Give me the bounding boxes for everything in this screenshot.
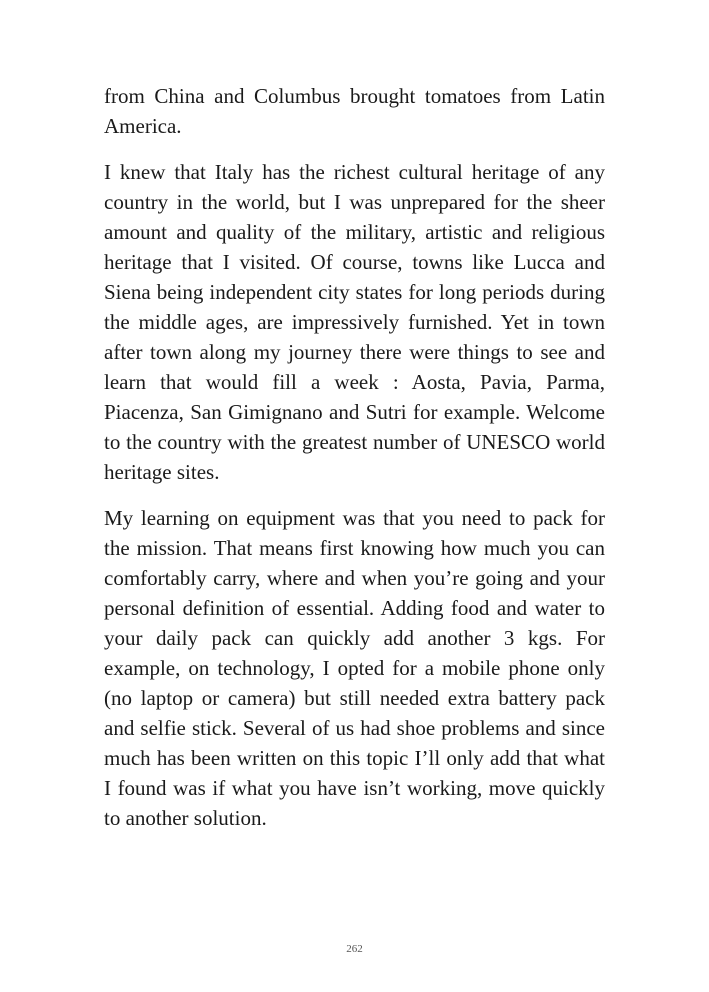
paragraph-cultural-heritage: I knew that Italy has the richest cultural heritage of any country in the world, but I was unprepared for the sheer amount and quality of the military, artistic and religious heritage that I visited. Of course, towns like Lucca and Siena being independent city states for long periods during the middle ages, are impressively furnished. Yet in town after town along my journey there were things to see and learn that would fill a week : Aosta, Pavia, Parma, Piacenza, San Gimignano and Sutri for example. Welcome to the country with the greatest number of UNESCO world heritage sites.: [104, 160, 605, 484]
paragraph-continuation: from China and Columbus brought tomatoes from Latin America.: [104, 84, 605, 138]
body-text: [104, 81, 605, 849]
paragraph-equipment: My learning on equipment was that you need to pack for the mission. That means first knowing how much you can comfortably carry, where and when you’re going and your personal definition of essential. Adding food and water to your daily pack can quickly add another 3 kgs. For example, on technology, I opted for a mobile phone only (no laptop or camera) but still needed extra battery pack and selfie stick. Several of us had shoe problems and since much has been written on this topic I’ll only add that what I found was if what you have isn’t working, move quickly to another solution.: [104, 506, 605, 830]
page-number: 262: [346, 943, 363, 955]
